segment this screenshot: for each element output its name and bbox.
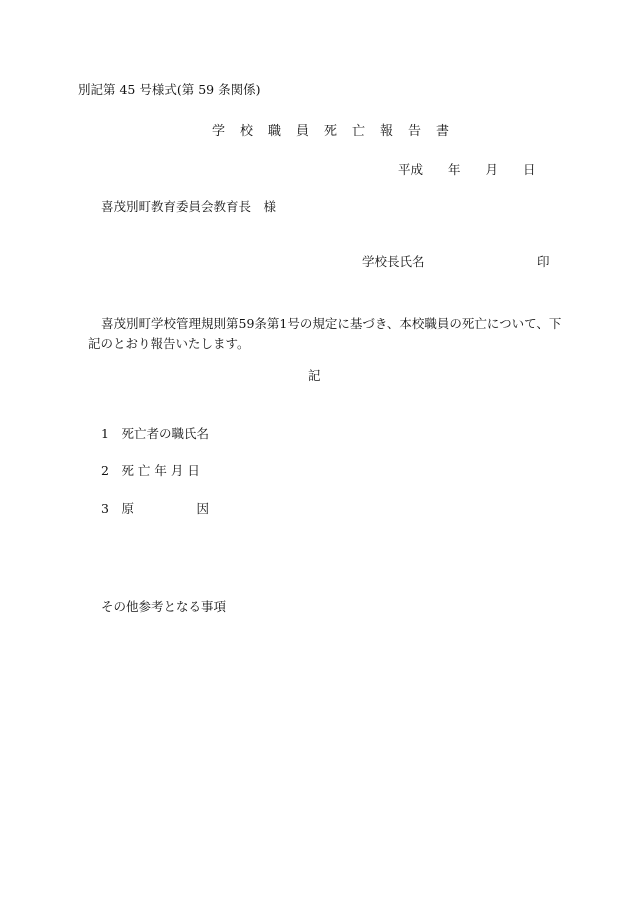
item-date-of-death: 2 死 亡 年 月 日 bbox=[101, 463, 200, 478]
form-number-label: 別記第 45 号様式(第 59 条関係) bbox=[78, 82, 261, 97]
item-deceased-name: 1 死亡者の職氏名 bbox=[101, 426, 209, 441]
ki-heading: 記 bbox=[308, 368, 321, 383]
date-line: 平成 年 月 日 bbox=[398, 162, 536, 177]
other-reference-matters: その他参考となる事項 bbox=[101, 599, 227, 614]
item-cause: 3 原 因 bbox=[101, 501, 209, 516]
addressee: 喜茂別町教育委員会教育長 様 bbox=[101, 199, 277, 214]
document-title: 学 校 職 員 死 亡 報 告 書 bbox=[212, 124, 451, 139]
principal-name-seal-line: 学校長氏名 印 bbox=[362, 254, 550, 269]
report-body-text: 喜茂別町学校管理規則第59条第1号の規定に基づき、本校職員の死亡について、下記のとおり報告いたします。 bbox=[88, 316, 562, 351]
